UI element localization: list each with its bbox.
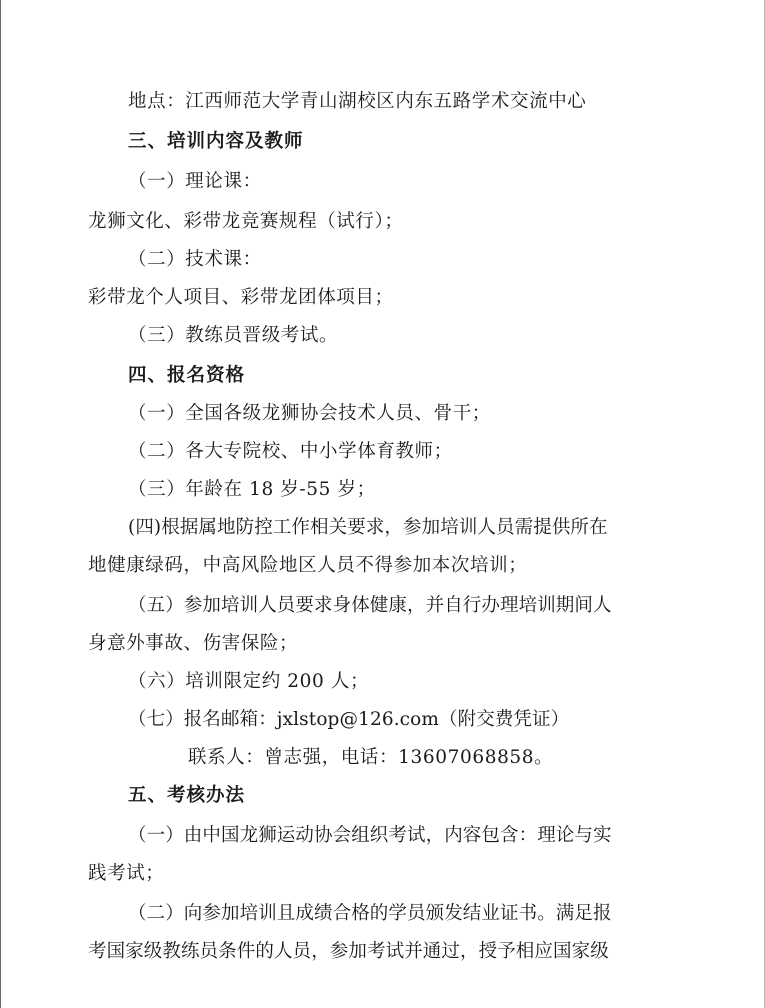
eligibility-item-1: （一）全国各级龙狮协会技术人员、骨干； bbox=[128, 403, 491, 424]
section-heading-eligibility: 四、报名资格 bbox=[128, 365, 246, 386]
eligibility-item-3: （三）年龄在 18 岁-55 岁； bbox=[128, 479, 376, 500]
assessment-item-1-line-2: 践考试； bbox=[88, 863, 165, 884]
assessment-item-1-line-1: （一）由中国龙狮运动协会组织考试，内容包含：理论与实 bbox=[128, 825, 612, 846]
assessment-item-2-line-2: 考国家级教练员条件的人员，参加考试并通过，授予相应国家级 bbox=[88, 941, 609, 962]
eligibility-item-5-line-1: （五）参加培训人员要求身体健康，并自行办理培训期间人 bbox=[128, 595, 612, 616]
eligibility-item-7-email: （七）报名邮箱：jxlstop@126.com（附交费凭证） bbox=[128, 709, 570, 730]
eligibility-item-4-line-2: 地健康绿码，中高风险地区人员不得参加本次培训； bbox=[88, 555, 528, 576]
section-heading-assessment: 五、考核办法 bbox=[128, 785, 246, 806]
section-heading-training-content: 三、培训内容及教师 bbox=[128, 131, 304, 152]
venue-line: 地点：江西师范大学青山湖校区内东五路学术交流中心 bbox=[128, 91, 587, 112]
coach-exam-item: （三）教练员晋级考试。 bbox=[128, 325, 339, 346]
subheading-technique: （二）技术课： bbox=[128, 249, 262, 270]
eligibility-item-6: （六）培训限定约 200 人； bbox=[128, 671, 370, 692]
page-left-edge bbox=[0, 0, 1, 1008]
theory-content: 龙狮文化、彩带龙竞赛规程（试行）； bbox=[88, 211, 404, 232]
contact-line: 联系人：曾志强，电话：13607068858。 bbox=[188, 747, 554, 768]
eligibility-item-5-line-2: 身意外事故、伤害保险； bbox=[88, 633, 299, 654]
subheading-theory: （一）理论课： bbox=[128, 171, 262, 192]
eligibility-item-2: （二）各大专院校、中小学体育教师； bbox=[128, 441, 453, 462]
eligibility-item-4-line-1: (四)根据属地防控工作相关要求，参加培训人员需提供所在 bbox=[128, 517, 608, 538]
assessment-item-2-line-1: （二）向参加培训且成绩合格的学员颁发结业证书。满足报 bbox=[128, 903, 612, 924]
technique-content: 彩带龙个人项目、彩带龙团体项目； bbox=[88, 287, 394, 308]
